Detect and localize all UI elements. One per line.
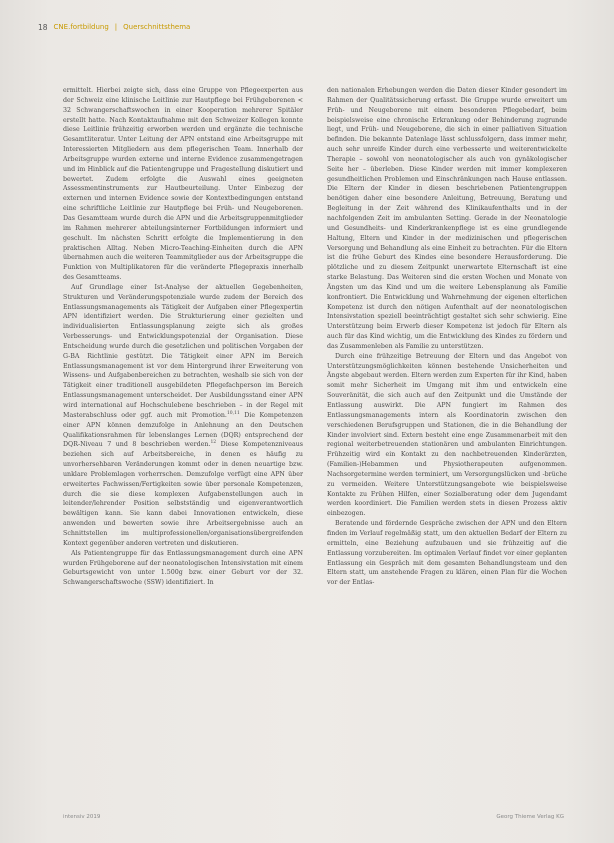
right-paragraph-3: Beratende und fördernde Gespräche zwischen der APN und den Eltern finden im Verlauf regelmäßig statt, um den aktuellen Bedarf der Eltern zu ermitteln, eine Beziehung aufzubauen und sie frühzeitig auf die Entlassung vorzubereiten. Im optimalen Verlauf findet vor einer geplanten Entlassung ein Gespräch mit dem gesamten Behandlungsteam und den Eltern statt, um anstehende Fragen zu klären, einen Plan für die Wochen vor der Entlas- <box>327 520 567 587</box>
left-paragraph-2: Auf Grundlage einer Ist-Analyse der aktuellen Gegebenheiten, Strukturen und Veränderungspotenziale wurde zudem der Bereich des Entlassungsmanagements als Tätigkeit der Aufgaben einer Pflegexpertin APN identifiziert werden. Die Strukturierung einer gezielten und individualisierten Entlassungsplanung zeigte sich als großes Verbesserungs- und Entwicklungspotenzial der Organisation. Diese Entscheidung wurde durch die gesetzlichen und politischen Vorgaben der G-BA Richtlinie gestützt. Die Tätigkeit einer APN im Bereich Entlassungsmanagement ist vor dem Hintergrund ihrer Erweiterung von Wissens- und Aufgabenbereichen zu betrachten, weshalb sie sich von der Tätigkeit einer traditionell ausgebildeten Pflegefachperson im Bereich Entlassungsmanagement unterscheidet. Der Ausbildungsstand einer APN wird international auf Hochschulebene beschrieben – in der Regel mit Masterabschluss oder ggf. auch mit Promotion.$^{10,11}$ Die Kompetenzen einer APN können demzufolge in Anlehnung an den Deutschen Qualifikationsrahmen für lebenslanges Lernen (DQR) entsprechend der DQR-Niveau 7 und 8 beschrieben werden.$^{12}$ Diese Kompetenzniveaus beziehen sich auf Arbeitsbereiche, in denen es häufig zu unvorhersehbaren Veränderungen kommt oder in denen neuartige bzw. unklare Problemlagen vorherrschen. Demzufolge verfügt eine APN über erweitertes Fachwissen/Fertigkeiten sowie über personale Kompetenzen, durch die sie diese komplexen Aufgabenstellungen auch in leitender/lehrender Position selbstständig und eigenverantwortlich bewältigen kann. Sie kann dabei Innovationen entwickeln, diese anwenden und bewerten sowie ihre Arbeitsergebnisse auch an Schnittstellen im multiprofessionellen/organisationsübergreifenden Kontext gegenüber anderen vertreten und diskutieren. <box>63 283 303 547</box>
running-header <box>38 20 190 34</box>
page-number: 18 <box>38 22 48 32</box>
footer-publisher: Georg Thieme Verlag KG <box>496 814 564 820</box>
right-text-column <box>327 86 567 588</box>
left-paragraph-1: ermittelt. Hierbei zeigte sich, dass eine Gruppe von Pflegeexperten aus der Schweiz eine klinische Leitlinie zur Hautpflege bei Frühgeborenen < 32 Schwangerschaftswochen in einer Kooperation mehrerer Spitäler erstellt hatte. Nach Kontaktaufnahme mit den Schweizer Kollegen konnte diese Leitlinie frühzeitig erworben werden und ergänzte die technische Gesamtliteratur. Unter Leitung der APN entstand eine Arbeitsgruppe mit Interessierten Mitgliedern aus dem pflegerischen Team. Innerhalb der Arbeitsgruppe wurden externe und interne Evidence zusammengetragen und im Hinblick auf die Patientengruppe und Fragestellung diskutiert und bewertet. Zudem erfolgte die Auswahl eines geeigneten Assessmentinstruments zur Hautbeurteilung. Unter Einbezug der externen und internen Evidence sowie der Kontextbedingungen entstand eine schriftliche Leitlinie zur Hautpflege bei Früh- und Neugeborenen. Das Gesamtteam wurde durch die APN und die Arbeitsgruppenmitglieder im Rahmen mehrerer abteilungsinterner Fortbildungen informiert und geschult. Im nächsten Schritt erfolgte die Implementierung in den praktischen Alltag. Neben Micro-Teaching-Einheiten durch die APN übernahmen auch die weiteren Teammitglieder aus der Arbeitsgruppe die Funktion von Multiplikatoren für die veränderte Pflegepraxis innerhalb des Gesamtteams. <box>63 87 303 282</box>
right-paragraph-1: den nationalen Erhebungen werden die Daten dieser Kinder gesondert im Rahmen der Qualitätssicherung erfasst. Die Gruppe wurde erweitert um Früh- und Neugeborene mit einem besonderen Pflegebedarf, beim beispielsweise eine chronische Erkrankung oder Behinderung zugrunde liegt, und Früh- und Neugeborene, die sich in einer palliativen Situation befinden. Die bekannte Datenlage lässt schlussfolgern, dass immer mehr, auch sehr unreife Kinder durch eine verbesserte und weiterentwickelte Therapie – sowohl von neonatologischer als auch von gynäkologischer Seite her – überleben. Diese Kinder werden mit immer komplexeren gesundheitlichen Problemen und Einschränkungen nach Hause entlassen. Die Eltern der Kinder in diesen beschriebenen Patientengruppen benötigen daher eine besondere Anleitung, Betreuung, Beratung und Begleitung in der Zeit während des Klinikaufenthalts und in der nachfolgenden Zeit im ambulanten Setting. Gerade in der Neonatologie und Gesundheits- und Kinderkrankenpflege ist es eine grundlegende Haltung, Eltern und Kinder in der medizinischen und pflegerischen Versorgung und Behandlung als eine Einheit zu betrachten. Für die Eltern ist die frühe Geburt des Kindes eine besondere Herausforderung. Die plötzliche und zu diesem Zeitpunkt unerwartete Elternschaft ist eine starke Belastung. Das Weiteren sind die ersten Wochen und Monate von Ängsten um das Kind und um die weitere Lebensplanung als Familie konfrontiert. Die Entwicklung und Wahrnehmung der eigenen elterlichen Kompetenz ist durch den nötigen Aufenthalt auf der neonatologischen Intensivstation speziell beeinträchtigt gestaltet sich sehr schwierig. Eine Unterstützung beim Erwerb dieser Kompetenz ist jedoch für Eltern als auch für das Kind wichtig, um die Entwicklung des Kindes zu fördern und das Zusammenleben als Familie zu unterstützen. <box>327 87 567 350</box>
header-separator: | <box>114 23 118 31</box>
left-text-column <box>63 86 303 588</box>
left-paragraph-3: Als Patientengruppe für das Entlassungsmanagement durch eine APN wurden Frühgeborene auf der neonatologischen Intensivstation mit einem Geburtsgewicht von unter 1.500g bzw. einer Geburt vor der 32. Schwangerschaftswoche (SSW) identifiziert. In <box>63 549 303 587</box>
right-paragraph-2: Durch eine frühzeitige Betreuung der Eltern und das Angebot von Unterstützungsmöglichkeiten können bestehende Unsicherheiten und Ängste abgebaut werden. Eltern werden zum Experten für ihr Kind, haben somit mehr Sicherheit im Umgang mit ihm und entwickeln eine Souveränität, die sich auch auf den Zeitpunkt und die Umstände der Entlassung auswirkt. Die APN fungiert im Rahmen des Entlassungsmanagements intern als Koordinatorin zwischen den verschiedenen Berufsgruppen und Stationen, die in die Behandlung der Kinder involviert sind. Extern besteht eine enge Zusammenarbeit mit den regional weiterbetreuenden stationären und ambulanten Einrichtungen. Frühzeitig wird ein Kontakt zu den nachbetreuenden Kinderärzten, (Familien-)Hebammen und Physiotherapeuten aufgenommen. Nachsorgetermine werden terminiert, um Versorgungslücken und -brüche zu vermeiden. Weitere Unterstützungsangebote wie beispielsweise Kontakte zu Frühen Hilfen, einer Sozialberatung oder dem Jugendamt werden koordiniert. Die Familien werden stets in diesen Prozess aktiv einbezogen. <box>327 352 567 518</box>
section-title: CNE.fortbildung <box>53 23 109 31</box>
footer-journal: intensiv 2019 <box>63 814 101 820</box>
subsection-title: Querschnittsthema <box>123 23 191 31</box>
